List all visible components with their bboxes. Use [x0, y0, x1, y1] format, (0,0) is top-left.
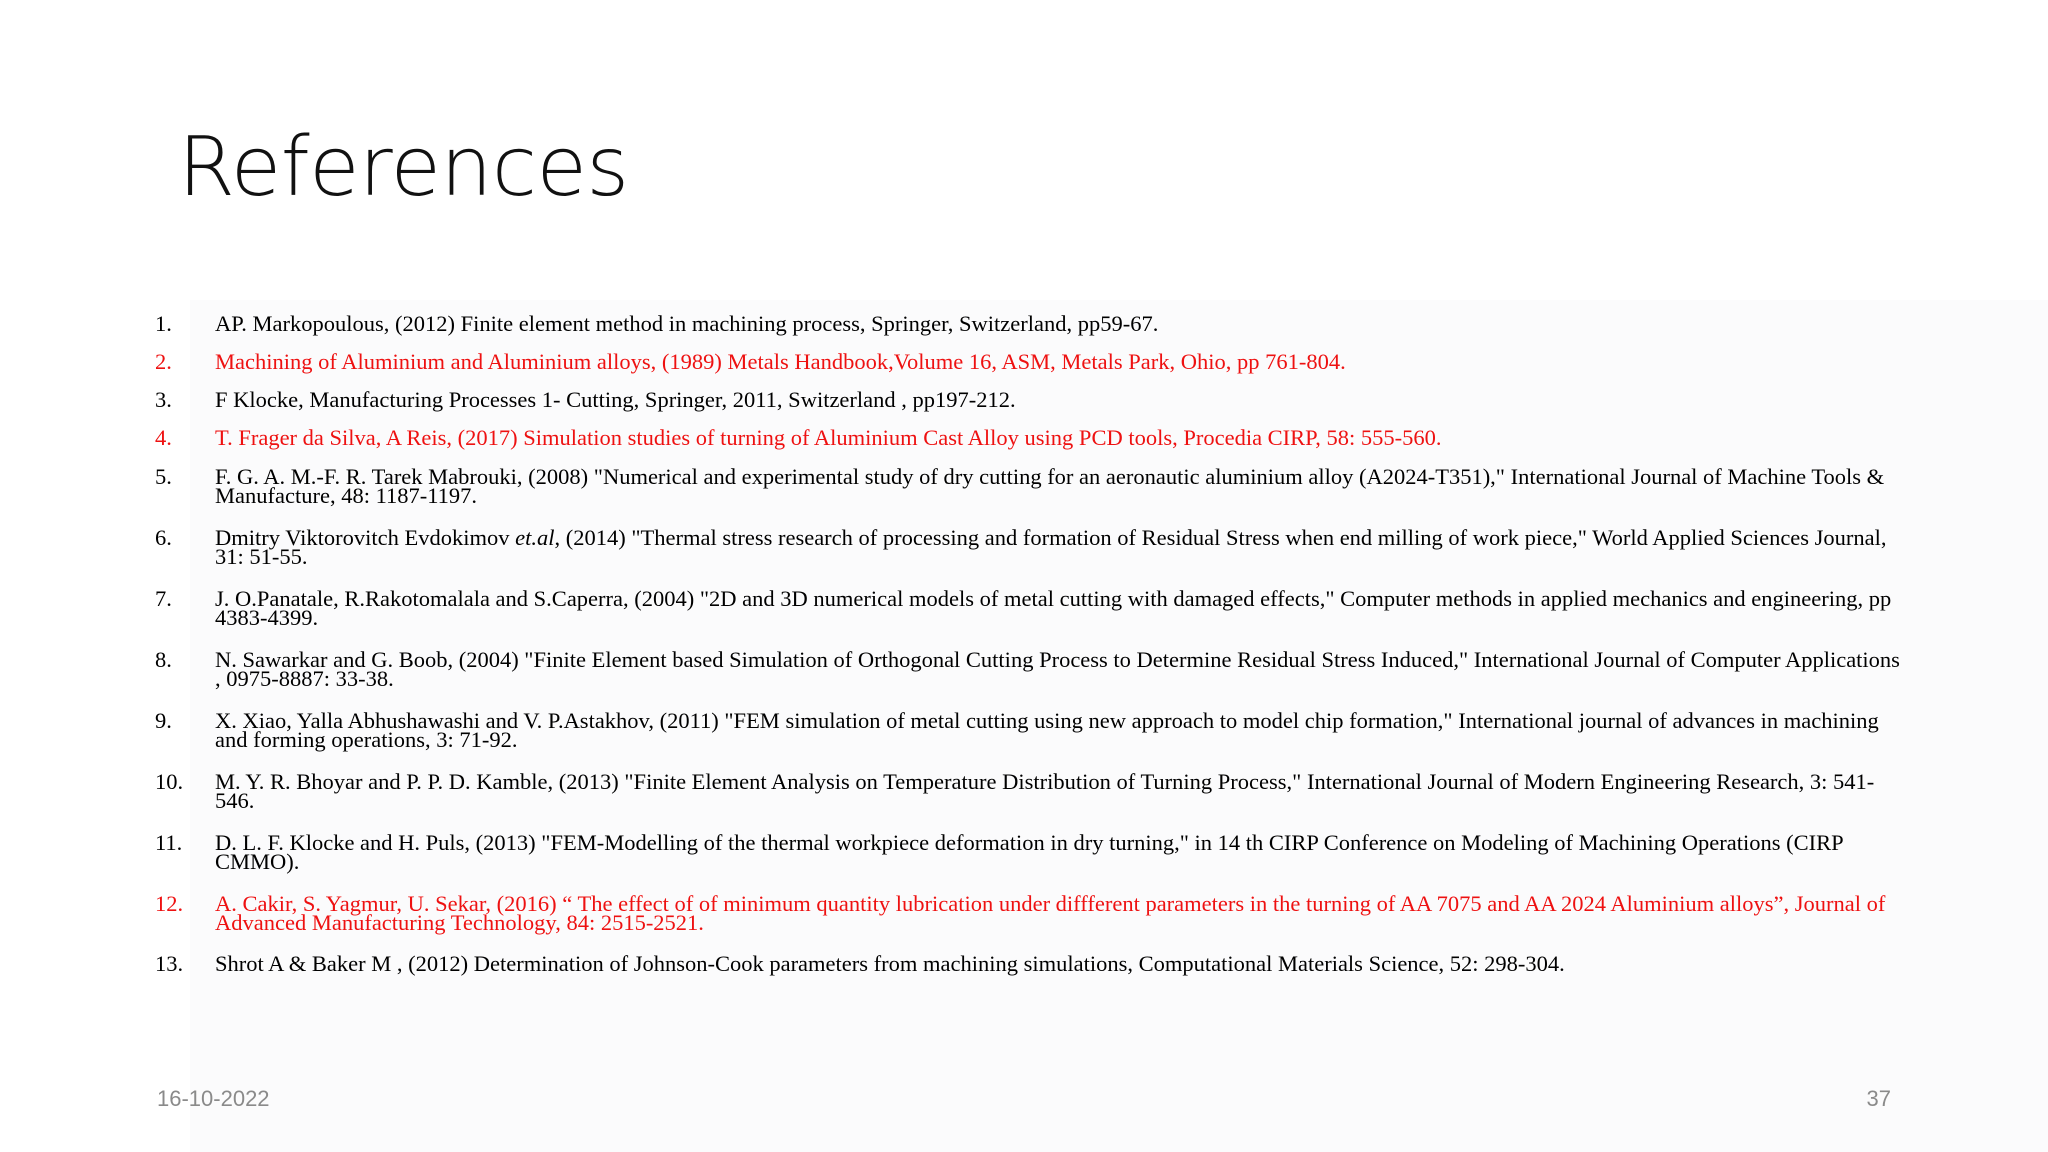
reference-text: [215, 525, 1887, 569]
reference-item: [155, 884, 1900, 945]
reference-item: [155, 701, 1900, 762]
reference-text: A. Cakir, S. Yagmur, U. Sekar, (2016) “ The effect of of minimum quantity lubrication under diffferent parameters in the turning of AA 7075 and AA 2024 Aluminium alloys”, Journal of Advanced Manufacturing Technology, 84: 2515-2521.: [215, 891, 1886, 935]
reference-number: 3.: [155, 387, 172, 412]
reference-number: 5.: [155, 464, 172, 489]
reference-number: 8.: [155, 647, 172, 672]
reference-number: 10.: [155, 769, 184, 794]
reference-item: [155, 305, 1900, 343]
reference-number: 7.: [155, 586, 172, 611]
reference-number: 12.: [155, 891, 184, 916]
reference-text-part: , (2014) "Thermal stress research of processing and formation of Residual Stress when end milling of work piece," World Applied Sciences Journal, 31: 51-55.: [215, 525, 1887, 569]
reference-text-italic: et.al: [515, 525, 555, 550]
reference-text: Shrot A & Baker M , (2012) Determination of Johnson-Cook parameters from machining simulations, Computational Materials Science, 52: 298-304.: [215, 951, 1565, 976]
reference-text: AP. Markopoulous, (2012) Finite element method in machining process, Springer, Switzerland, pp59-67.: [215, 311, 1159, 336]
reference-text: F Klocke, Manufacturing Processes 1- Cutting, Springer, 2011, Switzerland , pp197-212.: [215, 387, 1016, 412]
reference-list: [155, 305, 1900, 983]
reference-item: [155, 518, 1900, 579]
reference-text: N. Sawarkar and G. Boob, (2004) "Finite Element based Simulation of Orthogonal Cutting Process to Determine Residual Stress Induced," International Journal of Computer Applications , 0975-8887: 33-38.: [215, 647, 1900, 691]
reference-item: [155, 762, 1900, 823]
reference-number: 11.: [155, 830, 183, 855]
reference-item: [155, 945, 1900, 983]
reference-item: [155, 640, 1900, 701]
reference-text: M. Y. R. Bhoyar and P. P. D. Kamble, (2013) "Finite Element Analysis on Temperature Distribution of Turning Process," International Journal of Modern Engineering Research, 3: 541-546.: [215, 769, 1875, 813]
reference-number: 2.: [155, 349, 172, 374]
reference-item: [155, 343, 1900, 381]
reference-number: 4.: [155, 425, 172, 450]
reference-text: T. Frager da Silva, A Reis, (2017) Simulation studies of turning of Aluminium Cast Alloy using PCD tools, Procedia CIRP, 58: 555-560.: [215, 425, 1442, 450]
reference-number: 6.: [155, 525, 172, 550]
reference-number: 9.: [155, 708, 172, 733]
reference-item: [155, 823, 1900, 884]
reference-text: Machining of Aluminium and Aluminium alloys, (1989) Metals Handbook,Volume 16, ASM, Metals Park, Ohio, pp 761-804.: [215, 349, 1346, 374]
reference-item: [155, 579, 1900, 640]
reference-item: [155, 419, 1900, 457]
reference-text: J. O.Panatale, R.Rakotomalala and S.Caperra, (2004) "2D and 3D numerical models of metal cutting with damaged effects," Computer methods in applied mechanics and engineering, pp 4383-4399.: [215, 586, 1892, 630]
reference-number: 1.: [155, 311, 172, 336]
reference-text-part: Dmitry Viktorovitch Evdokimov: [215, 525, 516, 550]
slide-title: References: [178, 120, 629, 215]
footer-date: 16-10-2022: [157, 1086, 270, 1111]
reference-item: [155, 381, 1900, 419]
footer-page-number: 37: [1866, 1086, 1891, 1111]
reference-text: D. L. F. Klocke and H. Puls, (2013) "FEM-Modelling of the thermal workpiece deformation in dry turning," in 14 th CIRP Conference on Modeling of Machining Operations (CIRP CMMO).: [215, 830, 1843, 874]
reference-text: X. Xiao, Yalla Abhushawashi and V. P.Astakhov, (2011) "FEM simulation of metal cutting using new approach to model chip formation," International journal of advances in machining and forming operations, 3: 71-92.: [215, 708, 1879, 752]
reference-text: F. G. A. M.-F. R. Tarek Mabrouki, (2008) "Numerical and experimental study of dry cutting for an aeronautic aluminium alloy (A2024-T351)," International Journal of Machine Tools & Manufacture, 48: 1187-1197.: [215, 464, 1885, 508]
reference-number: 13.: [155, 951, 184, 976]
reference-item: [155, 457, 1900, 518]
